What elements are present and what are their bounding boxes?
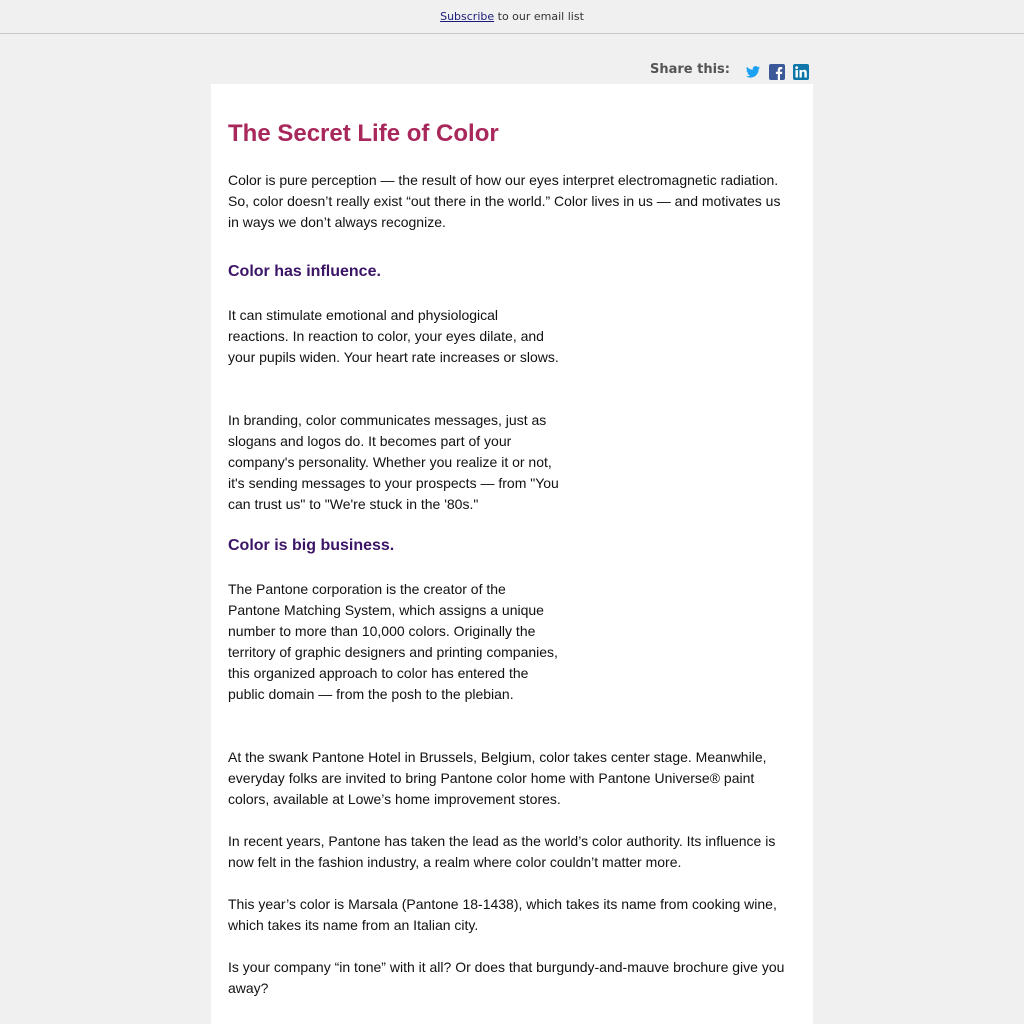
business-paragraph-4: This year’s color is Marsala (Pantone 18-1438), which takes its name from cooking wine, which takes its name from an Italian city. (228, 896, 777, 933)
facebook-icon[interactable] (769, 64, 785, 80)
influence-paragraph-2: In branding, color communicates messages, just as slogans and logos do. It becomes part of your company's personality. Whether you realize it or not, it's sending messages to your prospects — from "You can trust us" to "We're stuck in the '80s." (228, 412, 559, 512)
subscribe-bar (0, 0, 1024, 34)
business-paragraph-5: Is your company “in tone” with it all? Or does that burgundy-and-mauve brochure give you away? (228, 959, 785, 996)
business-paragraph-2: At the swank Pantone Hotel in Brussels, Belgium, color takes center stage. Meanwhile, everyday folks are invited to bring Pantone color home with Pantone Universe® paint colors, available at Lowe’s home improvement stores. (228, 749, 767, 807)
intro-paragraph: Color is pure perception — the result of how our eyes interpret electromagnetic radiation. So, color doesn’t really exist “out there in the world.” Color lives in us — and motivates us in ways we don’t always recognize. (228, 172, 781, 230)
twitter-icon[interactable] (745, 64, 761, 80)
article-content (211, 84, 813, 1024)
share-bar (211, 60, 813, 84)
article-title: The Secret Life of Color (228, 120, 499, 147)
section-heading-business: Color is big business. (228, 537, 395, 554)
section-heading-influence: Color has influence. (228, 263, 381, 280)
share-label: Share this: (649, 62, 730, 77)
business-paragraph-1: The Pantone corporation is the creator of the Pantone Matching System, which assigns a unique number to more than 10,000 colors. Originally the territory of graphic designers and printing companies, this organized approach to color has entered the public domain — from the posh to the plebian. (228, 581, 558, 702)
subscribe-text: to our email list (494, 10, 584, 23)
share-icons (745, 64, 809, 80)
subscribe-link[interactable]: Subscribe (440, 10, 495, 23)
influence-paragraph-1: It can stimulate emotional and physiological reactions. In reaction to color, your eyes dilate, and your pupils widen. Your heart rate increases or slows. (228, 307, 559, 365)
business-paragraph-3: In recent years, Pantone has taken the lead as the world’s color authority. Its influence is now felt in the fashion industry, a realm where color couldn’t matter more. (228, 833, 776, 870)
linkedin-icon[interactable] (793, 64, 809, 80)
